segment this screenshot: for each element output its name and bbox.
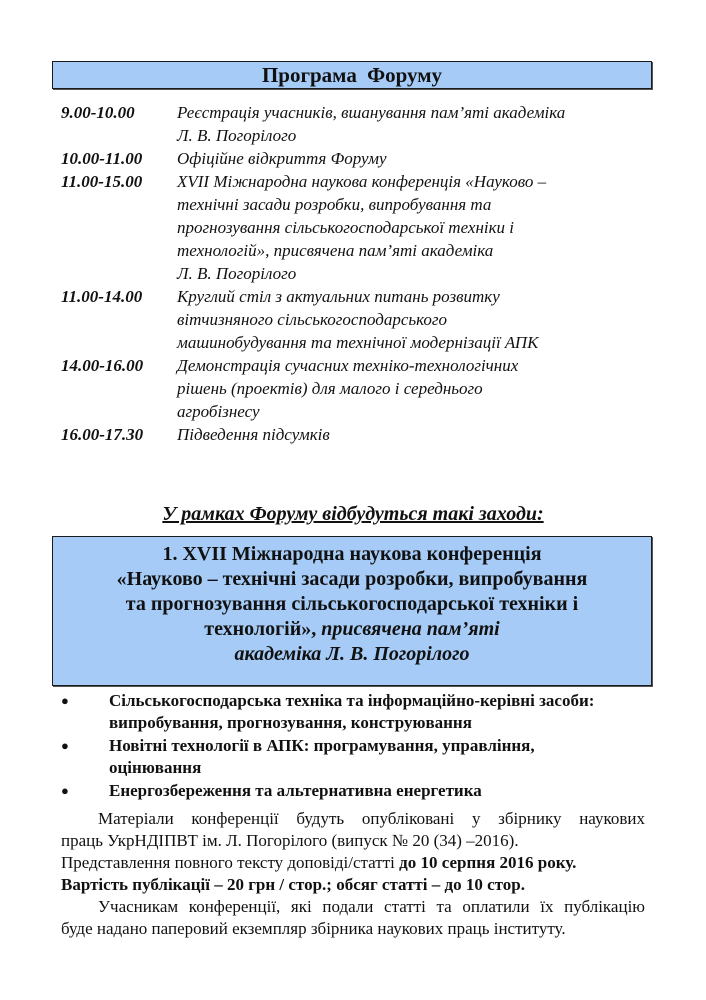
topic-line: Енергозбереження та альтернативна енергетика xyxy=(109,781,482,800)
bullet-icon: ● xyxy=(61,783,69,798)
deadline-line xyxy=(61,852,645,874)
conference-box xyxy=(52,536,652,686)
schedule-desc xyxy=(177,170,546,285)
desc-line: XVII Міжнародна наукова конференція «Науково – xyxy=(177,172,547,191)
desc-line: вітчизняного сільськогосподарського xyxy=(177,310,448,329)
schedule-desc xyxy=(177,101,565,147)
conference-line xyxy=(53,642,651,667)
participants-line: Учасникам конференції, які подали статті та оплатили їх публікацію xyxy=(98,897,645,916)
bullet-icon: ● xyxy=(61,738,69,753)
program-title: Програма Форуму xyxy=(261,63,443,87)
list-item xyxy=(61,735,594,779)
topic-line: випробування, прогнозування, конструювання xyxy=(109,713,472,732)
desc-line: Л. В. Погорілого xyxy=(177,264,297,283)
schedule-desc xyxy=(177,147,387,170)
schedule xyxy=(61,101,661,446)
schedule-row xyxy=(61,423,661,446)
bullet-icon: ● xyxy=(61,693,69,708)
desc-line: агробізнесу xyxy=(177,402,260,421)
schedule-row xyxy=(61,285,661,354)
desc-line: технічні засади розробки, випробування та xyxy=(177,195,492,214)
desc-line: Л. В. Погорілого xyxy=(177,126,297,145)
conference-italic-part: присвячена пам’яті xyxy=(321,618,500,640)
topic-line: Сільськогосподарська техніка та інформаційно-керівні засоби: xyxy=(109,691,595,710)
list-item xyxy=(61,780,594,802)
schedule-time: 11.00-14.00 xyxy=(61,287,143,306)
desc-line: прогнозування сільськогосподарської техніки і xyxy=(177,218,515,237)
desc-line: Демонстрація сучасних техніко-технологічних xyxy=(177,356,519,375)
desc-line: Підведення підсумків xyxy=(177,425,330,444)
topic-line: оцінювання xyxy=(109,758,202,777)
publication-line: праць УкрНДІПВТ ім. Л. Погорілого (випуск № 20 (34) –2016). xyxy=(61,831,519,850)
topics-list xyxy=(61,690,594,803)
topic-line: Новітні технології в АПК: програмування, управління, xyxy=(109,736,535,755)
schedule-time: 10.00-11.00 xyxy=(61,149,143,168)
program-header xyxy=(52,61,652,89)
list-item xyxy=(61,690,594,734)
schedule-time: 9.00-10.00 xyxy=(61,103,135,122)
participants-line: буде надано паперовий екземпляр збірника наукових праць інституту. xyxy=(61,919,566,938)
cost-line: Вартість публікації – 20 грн / стор.; обсяг статті – до 10 стор. xyxy=(61,875,525,894)
events-heading: У рамках Форуму відбудуться такі заходи: xyxy=(162,503,544,525)
schedule-time: 14.00-16.00 xyxy=(61,356,144,375)
deadline-date: до 10 серпня 2016 року. xyxy=(399,853,577,872)
schedule-time: 11.00-15.00 xyxy=(61,172,143,191)
conference-line: та прогнозування сільськогосподарської техніки і xyxy=(125,593,579,615)
conference-line: «Науково – технічні засади розробки, випробування xyxy=(116,568,588,590)
conference-italic-part: академіка Л. В. Погорілого xyxy=(234,643,470,665)
schedule-row xyxy=(61,101,661,147)
publication-info xyxy=(61,808,645,940)
desc-line: рішень (проектів) для малого і середнього xyxy=(177,379,483,398)
schedule-row xyxy=(61,147,661,170)
desc-line: Реєстрація учасників, вшанування пам’яті академіка xyxy=(177,103,566,122)
schedule-row xyxy=(61,170,661,285)
schedule-desc xyxy=(177,354,518,423)
desc-line: Офіційне відкриття Форуму xyxy=(177,149,387,168)
publication-line: Матеріали конференції будуть опубліковані у збірнику наукових xyxy=(98,809,645,828)
schedule-desc xyxy=(177,423,330,446)
desc-line: Круглий стіл з актуальних питань розвитку xyxy=(177,287,500,306)
conference-line xyxy=(53,617,651,642)
desc-line: машинобудування та технічної модернізації АПК xyxy=(177,333,539,352)
schedule-time: 16.00-17.30 xyxy=(61,425,144,444)
desc-line: технологій», присвячена пам’яті академіка xyxy=(177,241,494,260)
schedule-desc xyxy=(177,285,538,354)
deadline-prefix: Представлення повного тексту доповіді/статті xyxy=(61,853,395,872)
conference-line: 1. XVII Міжнародна наукова конференція xyxy=(162,543,542,565)
conference-bold-part: технологій», xyxy=(204,618,317,640)
schedule-row xyxy=(61,354,661,423)
